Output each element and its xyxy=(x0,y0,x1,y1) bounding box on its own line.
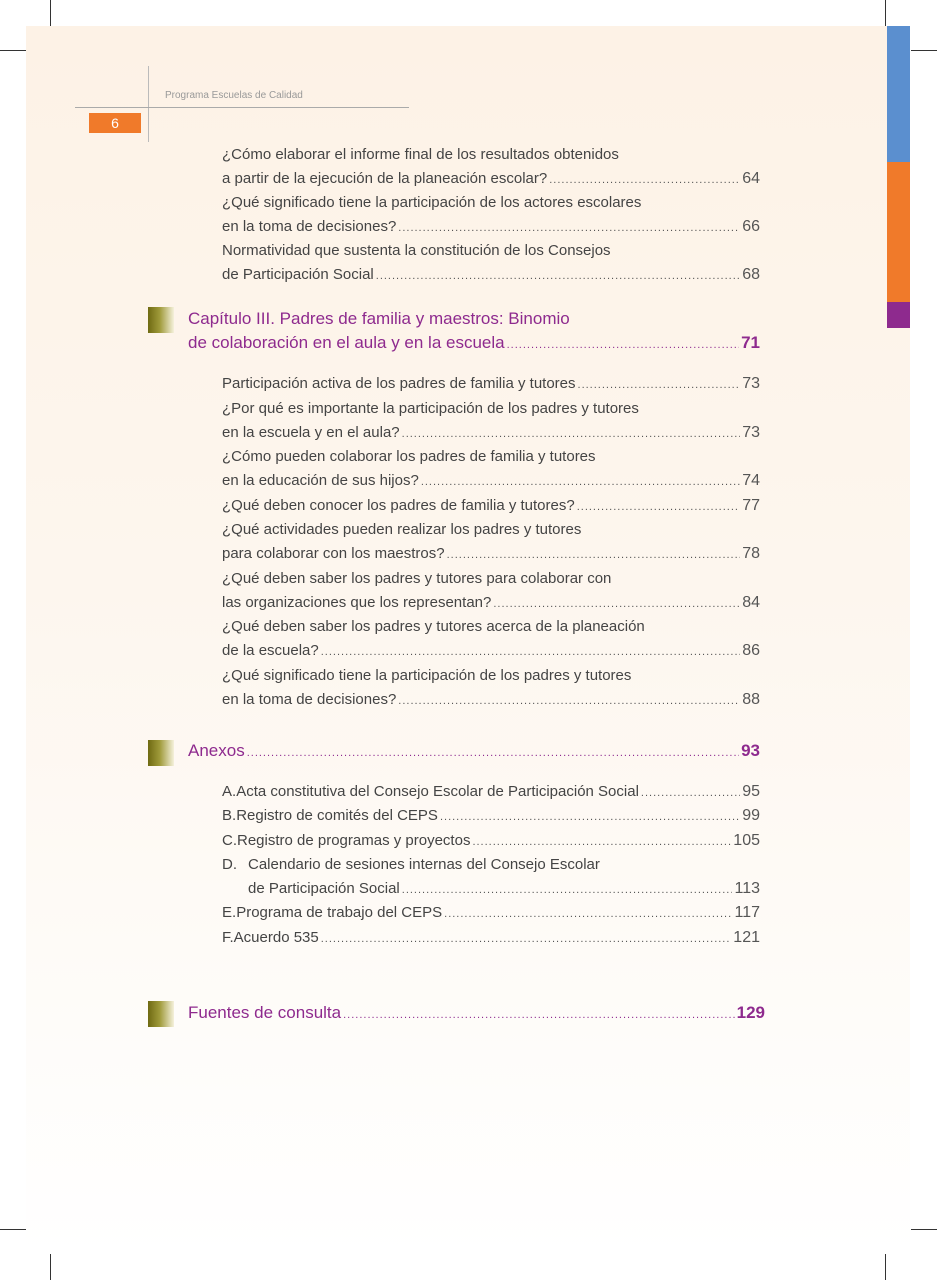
dot-leader xyxy=(578,379,741,391)
toc-entry-line: ¿Qué significado tiene la participación de los padres y tutores xyxy=(222,666,632,684)
toc-entry-page: 86 xyxy=(742,642,760,659)
toc-entry xyxy=(222,375,760,393)
header-rule xyxy=(75,107,409,108)
annex-entry xyxy=(222,904,760,922)
toc-entry xyxy=(222,497,760,515)
toc-entry-text: para colaborar con los maestros? xyxy=(222,545,445,562)
crop-mark xyxy=(911,50,937,51)
chapter-marker xyxy=(148,307,174,333)
toc-entry xyxy=(222,266,760,284)
dot-leader xyxy=(493,598,740,610)
toc-entry-line: Normatividad que sustenta la constitución de los Consejos xyxy=(222,242,611,259)
anexos-heading-page: 93 xyxy=(741,741,760,760)
toc-entry-page: 74 xyxy=(742,472,760,489)
dot-leader xyxy=(641,787,740,799)
dot-leader xyxy=(247,747,739,759)
annex-entry-text: Registro de programas y proyectos xyxy=(237,831,471,849)
crop-mark xyxy=(885,0,886,26)
toc-entry-page: 77 xyxy=(742,496,760,514)
header-divider xyxy=(148,66,149,142)
toc-entry-page: 88 xyxy=(742,690,760,708)
annex-entry-page: 99 xyxy=(742,807,760,825)
dot-leader xyxy=(507,339,739,351)
annex-letter: A. xyxy=(222,783,237,800)
annex-entry-text: Programa de trabajo del CEPS xyxy=(236,904,443,922)
toc-entry-page: 68 xyxy=(742,266,760,283)
chapter-marker xyxy=(148,740,174,766)
dot-leader xyxy=(440,811,740,823)
toc-entry-page: 64 xyxy=(742,170,760,187)
toc-entry-text: de Participación Social xyxy=(222,266,374,283)
toc-entry-page: 66 xyxy=(742,218,760,235)
dot-leader xyxy=(398,222,740,234)
annex-entry-text: Acuerdo 535 xyxy=(233,928,319,946)
toc-entry-line: ¿Qué deben saber los padres y tutores para colaborar con xyxy=(222,569,612,587)
toc-entry-text: en la toma de decisiones? xyxy=(222,690,397,708)
toc-entry-line: ¿Qué significado tiene la participación de los actores escolares xyxy=(222,194,642,211)
toc-entry-line: ¿Qué deben saber los padres y tutores acerca de la planeación xyxy=(222,618,645,635)
annex-entry-page: 113 xyxy=(734,879,760,897)
dot-leader xyxy=(447,549,741,561)
toc-entry-text: Participación activa de los padres de familia y tutores xyxy=(222,375,576,392)
toc-entry-line: ¿Qué actividades pueden realizar los padres y tutores xyxy=(222,521,582,538)
page-number-badge: 6 xyxy=(89,113,141,133)
toc-entry-text: en la escuela y en el aula? xyxy=(222,423,400,441)
toc-entry-text: ¿Qué deben conocer los padres de familia y tutores? xyxy=(222,496,575,514)
toc-entry xyxy=(222,545,760,563)
running-header: Programa Escuelas de Calidad xyxy=(165,90,303,101)
annex-entry xyxy=(222,807,760,825)
chapter-title-line: Capítulo III. Padres de familia y maestros: Binomio xyxy=(188,309,570,328)
side-tab-blue xyxy=(887,26,910,162)
annex-line-text: Calendario de sesiones internas del Consejo Escolar xyxy=(248,855,600,873)
toc-entry-text: en la toma de decisiones? xyxy=(222,218,397,235)
toc-entry xyxy=(222,472,760,490)
toc-entry-line: ¿Cómo pueden colaborar los padres de familia y tutores xyxy=(222,448,596,465)
annex-entry-text: Registro de comités del CEPS xyxy=(236,807,438,825)
annex-entry-page: 95 xyxy=(742,783,760,800)
annex-entry xyxy=(222,929,760,947)
anexos-heading xyxy=(188,741,760,761)
toc-entry xyxy=(222,691,760,709)
annex-letter: E. xyxy=(222,904,237,922)
annex-entry xyxy=(222,832,760,850)
dot-leader xyxy=(577,501,741,513)
chapter-title xyxy=(188,333,760,353)
fuentes-heading xyxy=(188,1003,765,1023)
toc-entry-text: en la educación de sus hijos? xyxy=(222,472,419,489)
toc-entry-text: de la escuela? xyxy=(222,642,319,659)
toc-entry xyxy=(222,424,760,442)
crop-mark xyxy=(50,1254,51,1280)
crop-mark xyxy=(0,50,26,51)
dot-leader xyxy=(376,270,740,282)
annex-letter: F. xyxy=(222,928,234,946)
toc-entry xyxy=(222,594,760,612)
toc-entry-text: las organizaciones que los representan? xyxy=(222,593,492,611)
crop-mark xyxy=(0,1229,26,1230)
annex-letter: C. xyxy=(222,831,237,849)
anexos-heading-text: Anexos xyxy=(188,741,245,760)
toc-entry xyxy=(222,642,760,660)
annex-entry xyxy=(248,880,760,898)
crop-mark xyxy=(885,1254,886,1280)
side-tab-purple xyxy=(887,302,910,328)
annex-entry-text: de Participación Social xyxy=(248,879,400,897)
crop-mark xyxy=(911,1229,937,1230)
annex-entry-page: 117 xyxy=(734,904,760,922)
annex-letter: D. xyxy=(222,855,237,873)
toc-entry-line: ¿Cómo elaborar el informe final de los resultados obtenidos xyxy=(222,146,619,163)
dot-leader xyxy=(321,933,732,945)
dot-leader xyxy=(444,908,732,920)
toc-entry-text: a partir de la ejecución de la planeación escolar? xyxy=(222,170,548,187)
toc-entry-page: 84 xyxy=(742,593,760,611)
annex-letter: B. xyxy=(222,807,237,825)
chapter-title-text: de colaboración en el aula y en la escuela xyxy=(188,333,505,352)
annex-entry-page: 121 xyxy=(733,928,760,946)
crop-mark xyxy=(50,0,51,26)
fuentes-heading-page: 129 xyxy=(736,1003,765,1022)
toc-entry-page: 73 xyxy=(742,423,760,441)
dot-leader xyxy=(321,646,740,658)
side-tab-orange xyxy=(887,162,910,302)
dot-leader xyxy=(402,884,733,896)
toc-entry-page: 78 xyxy=(742,545,760,562)
toc-entry xyxy=(222,170,760,188)
annex-line xyxy=(222,856,600,873)
dot-leader xyxy=(421,476,740,488)
annex-entry xyxy=(222,783,760,801)
fuentes-heading-text: Fuentes de consulta xyxy=(188,1003,342,1022)
dot-leader xyxy=(402,428,741,440)
chapter-title-page: 71 xyxy=(741,333,760,352)
toc-entry-line: ¿Por qué es importante la participación de los padres y tutores xyxy=(222,399,639,417)
dot-leader xyxy=(472,836,731,848)
dot-leader xyxy=(398,695,740,707)
dot-leader xyxy=(549,174,740,186)
toc-entry xyxy=(222,218,760,236)
dot-leader xyxy=(343,1009,735,1021)
chapter-marker xyxy=(148,1001,174,1027)
annex-entry-page: 105 xyxy=(733,831,760,849)
toc-entry-page: 73 xyxy=(742,375,760,392)
annex-entry-text: Acta constitutiva del Consejo Escolar de Participación Social xyxy=(236,783,639,800)
